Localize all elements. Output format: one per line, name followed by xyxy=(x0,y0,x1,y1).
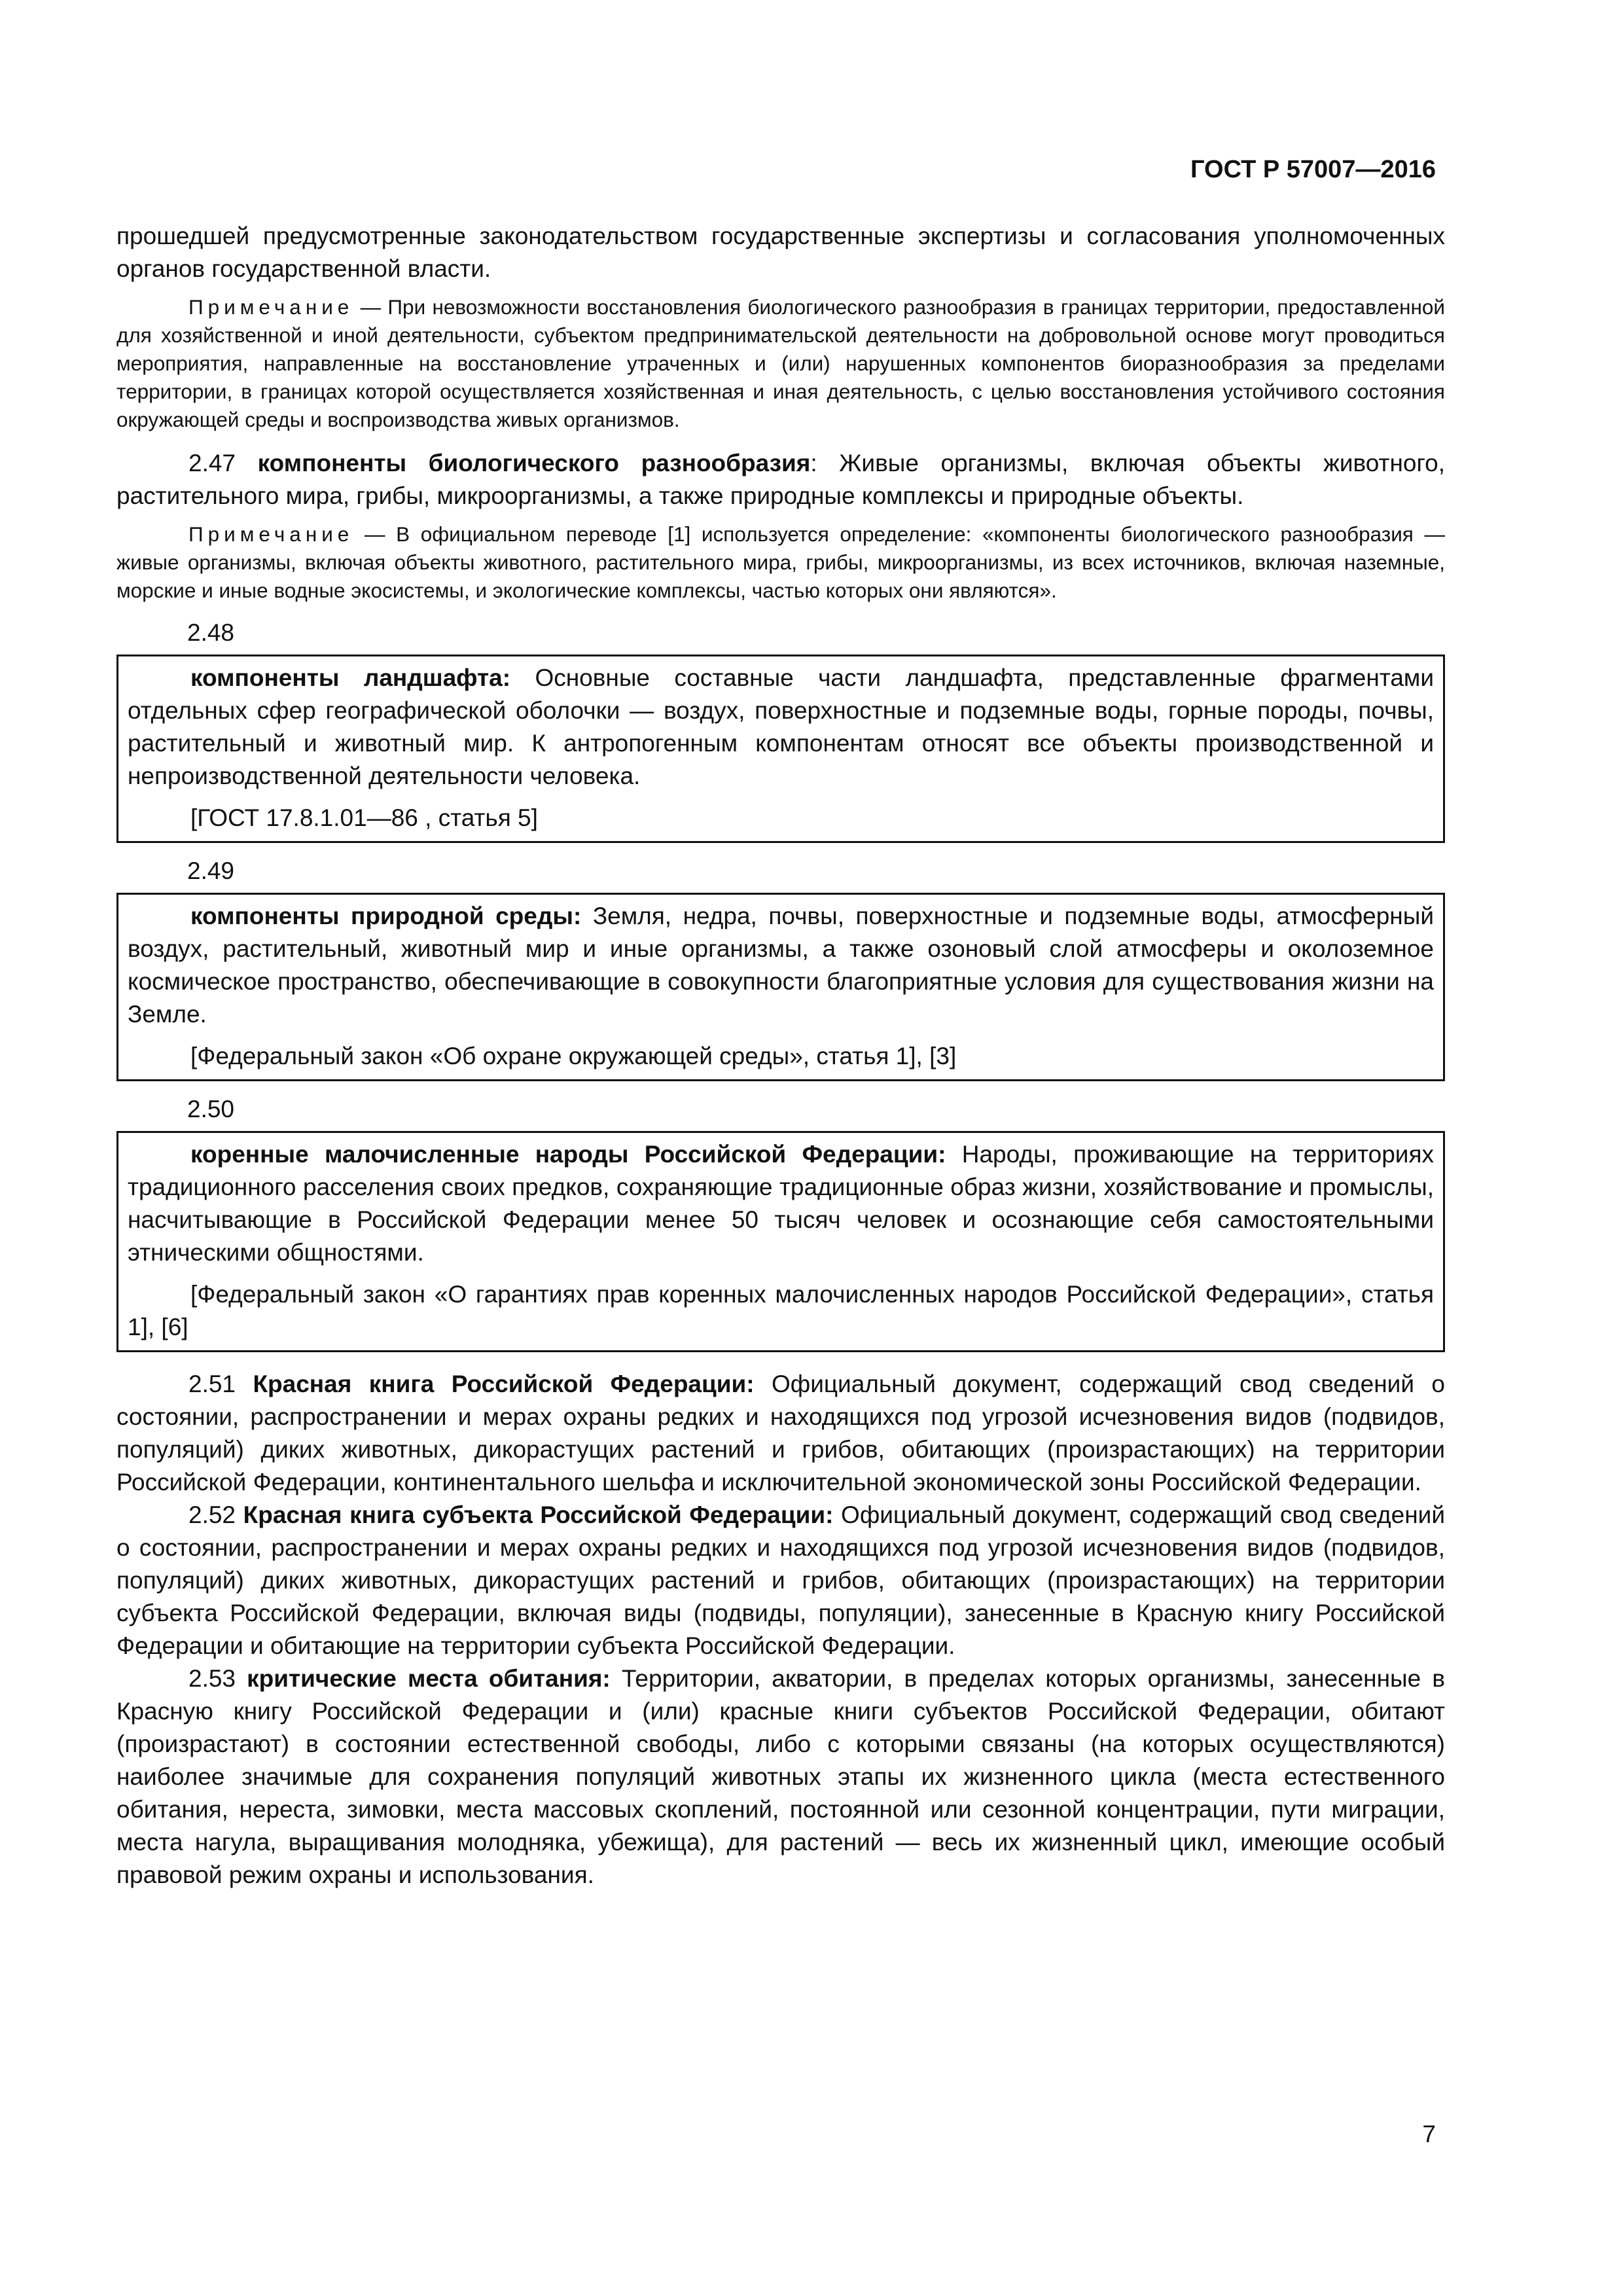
term-number: 2.47 xyxy=(188,450,258,476)
term-definition: Официальный документ, содержащий свод сведений о состоянии, распространении и мерах охраны редких и находящихся под угрозой исчезновения видов (подвидов, популяций) диких животных, дикорастущих растений и грибов, обитающих (произрастающих) на территории субъекта Российской Федерации, включая виды (подвиды, популяции), занесенные в Красную книгу Российской Федерации и обитающие на территории субъекта Российской Федерации. xyxy=(116,1501,1445,1659)
term-definition: : Живые организмы, включая объекты животного, растительного мира, грибы, микроорганизмы, а также природные комплексы и природные объекты. xyxy=(116,450,1446,509)
term-number-2-49: 2.49 xyxy=(187,857,235,884)
term-definition: Земля, недра, почвы, поверхностные и подземные воды, атмосферный воздух, растительный, животный мир и иные организмы, а также озоновый слой атмосферы и околоземное космическое пространство, обеспечивающие в совокупности благоприятные условия для существования жизни на Земле. xyxy=(128,903,1434,1028)
term-2-50 xyxy=(128,1138,1434,1269)
term-definition: Территории, акватории, в пределах которых организмы, занесенные в Красную книгу Российской Федерации и (или) красные книги субъектов Российской Федерации, обитают (произрастают) в состоянии естественной свободы, либо с которыми связаны (на которых осуществляются) наиболее значимые для сохранения популяций животных этапы их жизненного цикла (места естественного обитания, нереста, зимовки, места массовых скоплений, постоянной или сезонной концентрации, пути миграции, места нагула, выращивания молодняка, убежища), для растений — весь их жизненный цикл, имеющие особый правовой режим охраны и использования. xyxy=(116,1665,1445,1888)
term-title: критические места обитания: xyxy=(247,1665,611,1692)
term-2-52 xyxy=(116,1499,1445,1662)
note-label: Примечание xyxy=(188,295,354,319)
page-number: 7 xyxy=(1422,2121,1436,2147)
term-number: 2.51 xyxy=(188,1371,253,1397)
document-header: ГОСТ Р 57007—2016 xyxy=(1190,156,1436,183)
term-number: 2.52 xyxy=(188,1501,243,1528)
term-2-51 xyxy=(116,1368,1445,1499)
term-number-2-48: 2.48 xyxy=(187,619,235,646)
term-definition: Официальный документ, содержащий свод сведений о состоянии, распространении и мерах охраны редких и находящихся под угрозой исчезновения видов (подвидов, популяций) диких животных, дикорастущих растений и грибов, обитающих (произрастающих) на территории Российской Федерации, континентального шельфа и исключительной экономической зоны Российской Федерации. xyxy=(116,1371,1445,1496)
term-title: компоненты ландшафта: xyxy=(190,664,511,691)
note-text: — При невозможности восстановления биологического разнообразия в границах территории, предоставленной для хозяйственной и иной деятельности, субъектом предпринимательской деятельности на добровольной основе могут проводиться мероприятия, направленные на восстановление утраченных и (или) нарушенных компонентов биоразнообразия за пределами территории, в границах которой осуществляется хозяйственная и иная деятельность, с целью восстановления устойчивого состояния окружающей среды и воспроизводства живых организмов. xyxy=(116,295,1445,431)
term-definition: Народы, проживающие на территориях традиционного расселения своих предков, сохраняющие традиционные образ жизни, хозяйствование и промыслы, насчитывающие в Российской Федерации менее 50 тысяч человек и осознающие себя самостоятельными этническими общностями. xyxy=(128,1141,1434,1266)
term-title: компоненты природной среды: xyxy=(190,903,582,929)
term-2-47 xyxy=(116,447,1445,512)
intro-paragraph: прошедшей предусмотренные законодательством государственные экспертизы и согласования уполномоченных органов государственной власти. xyxy=(116,223,1445,282)
term-box-2-48 xyxy=(116,655,1445,843)
term-2-48 xyxy=(128,662,1434,793)
term-box-2-49 xyxy=(116,893,1445,1081)
note-label: Примечание xyxy=(188,522,354,546)
term-title: компоненты биологического разнообразия xyxy=(257,450,811,476)
term-2-49 xyxy=(128,900,1434,1031)
note-text: — В официальном переводе [1] используется определение: «компоненты биологического разнообразия — живые организмы, включая объекты животного, растительного мира, грибы, микроорганизмы, из всех источников, включая наземные, морские и иные водные экосистемы, и экологические комплексы, частью которых они являются». xyxy=(116,522,1445,602)
term-definition: Основные составные части ландшафта, представленные фрагментами отдельных сфер географической оболочки — воздух, поверхностные и подземные воды, горные породы, почвы, растительный и животный мир. К антропогенным компонентам относят все объекты производственной и непроизводственной деятельности человека. xyxy=(128,664,1434,789)
term-source: [Федеральный закон «Об охране окружающей среды», статья 1], [3] xyxy=(190,1043,957,1069)
note-2 xyxy=(116,520,1445,605)
term-title: Красная книга субъекта Российской Федерации: xyxy=(243,1501,834,1528)
page-body xyxy=(116,220,1445,1892)
term-title: Красная книга Российской Федерации: xyxy=(253,1371,755,1397)
term-source: [ГОСТ 17.8.1.01—86 , статья 5] xyxy=(190,804,538,831)
term-title: коренные малочисленные народы Российской Федерации: xyxy=(190,1141,946,1168)
term-source: [Федеральный закон «О гарантиях прав коренных малочисленных народов Российской Федерации», статья 1], [6] xyxy=(128,1281,1434,1340)
term-box-2-50 xyxy=(116,1131,1445,1352)
term-number: 2.53 xyxy=(188,1665,247,1692)
term-2-53 xyxy=(116,1662,1445,1892)
term-number-2-50: 2.50 xyxy=(187,1096,235,1122)
note-1 xyxy=(116,293,1445,434)
